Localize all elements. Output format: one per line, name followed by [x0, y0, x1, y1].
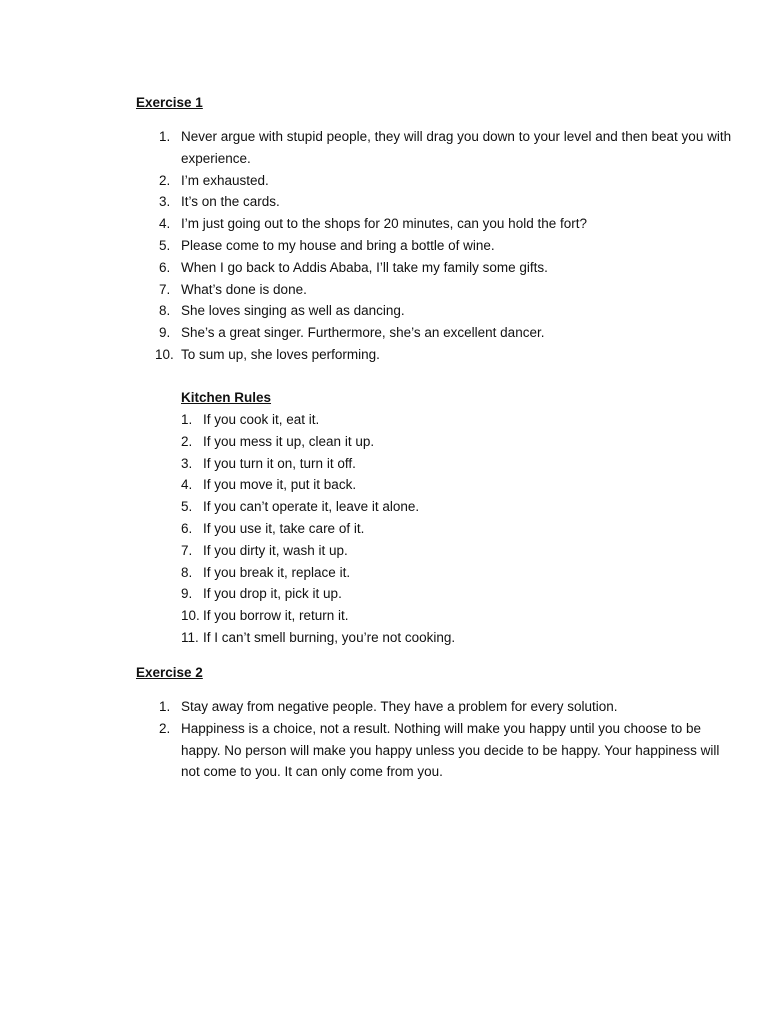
- item-number: 3.: [181, 455, 193, 471]
- item-text: If you mess it up, clean it up.: [203, 433, 375, 449]
- item-number: 6.: [181, 520, 193, 536]
- kitchen-rules-list: [181, 409, 741, 649]
- list-item: [181, 605, 741, 627]
- item-number: 1.: [159, 129, 171, 144]
- list-item: [159, 170, 741, 192]
- list-item: [181, 540, 741, 562]
- item-text: I’m just going out to the shops for 20 minutes, can you hold the fort?: [181, 216, 587, 232]
- item-text: When I go back to Addis Ababa, I’ll take my family some gifts.: [181, 259, 548, 275]
- exercise-2-list: [159, 696, 741, 783]
- list-item: [159, 300, 741, 322]
- item-text: Please come to my house and bring a bottle of wine.: [181, 237, 495, 253]
- item-text: If you move it, put it back.: [203, 477, 357, 493]
- item-number: 7.: [159, 281, 171, 297]
- list-item: [159, 213, 741, 235]
- item-number: 4.: [159, 216, 171, 232]
- item-number: 2.: [181, 433, 193, 449]
- list-item: [181, 562, 741, 584]
- item-number: 10.: [155, 346, 174, 362]
- item-text: If I can’t smell burning, you’re not cooking.: [203, 629, 456, 645]
- exercise-1-heading: Exercise 1: [136, 95, 203, 110]
- list-item: [159, 718, 741, 783]
- item-number: 3.: [159, 194, 171, 210]
- item-text: If you use it, take care of it.: [203, 520, 365, 536]
- list-item: [159, 322, 741, 344]
- list-item: [181, 583, 741, 605]
- item-number: 2.: [159, 720, 171, 736]
- item-number: 6.: [159, 259, 171, 275]
- list-item: [181, 453, 741, 475]
- item-number: 4.: [181, 477, 193, 493]
- item-text: If you cook it, eat it.: [203, 412, 320, 427]
- list-item: [159, 696, 741, 718]
- item-number: 1.: [181, 412, 193, 427]
- item-text: She loves singing as well as dancing.: [181, 303, 405, 319]
- exercise-2-heading: Exercise 2: [136, 665, 203, 680]
- item-text: I’m exhausted.: [181, 172, 269, 188]
- list-item: [159, 235, 741, 257]
- list-item: [181, 431, 741, 453]
- item-text: If you borrow it, return it.: [203, 608, 349, 624]
- item-number: 11.: [181, 629, 199, 645]
- list-item: [181, 496, 741, 518]
- list-item: [159, 279, 741, 301]
- item-text: Never argue with stupid people, they will drag you down to your level and then beat you with experience.: [181, 129, 732, 166]
- item-text: If you turn it on, turn it off.: [203, 455, 356, 471]
- item-number: 2.: [159, 172, 171, 188]
- list-item: [181, 409, 741, 431]
- list-item: [155, 344, 741, 366]
- item-number: 5.: [181, 499, 193, 515]
- item-text: What’s done is done.: [181, 281, 307, 297]
- exercise-1-list: [155, 126, 741, 366]
- item-text: If you can’t operate it, leave it alone.: [203, 499, 420, 515]
- item-number: 1.: [159, 699, 171, 714]
- item-text: Stay away from negative people. They have a problem for every solution.: [181, 699, 618, 714]
- item-number: 7.: [181, 542, 193, 558]
- item-text: It’s on the cards.: [181, 194, 280, 210]
- item-text: If you break it, replace it.: [203, 564, 351, 580]
- item-number: 9.: [159, 325, 171, 341]
- list-item: [159, 257, 741, 279]
- item-text: Happiness is a choice, not a result. Nothing will make you happy until you choose to be happy. No person will make you happy unless you decide to be happy. Your happiness will not come to you. It can only come from you.: [181, 720, 720, 780]
- item-text: She’s a great singer. Furthermore, she’s an excellent dancer.: [181, 325, 545, 341]
- item-number: 9.: [181, 586, 193, 602]
- item-number: 8.: [159, 303, 171, 319]
- item-number: 10.: [181, 608, 200, 624]
- kitchen-rules-heading: Kitchen Rules: [181, 390, 272, 405]
- item-text: If you drop it, pick it up.: [203, 586, 342, 602]
- item-text: To sum up, she loves performing.: [181, 346, 380, 362]
- list-item: [181, 518, 741, 540]
- list-item: [159, 126, 741, 170]
- list-item: [181, 474, 741, 496]
- item-number: 8.: [181, 564, 193, 580]
- item-number: 5.: [159, 237, 171, 253]
- item-text: If you dirty it, wash it up.: [203, 542, 348, 558]
- list-item: [159, 191, 741, 213]
- list-item: [181, 627, 741, 649]
